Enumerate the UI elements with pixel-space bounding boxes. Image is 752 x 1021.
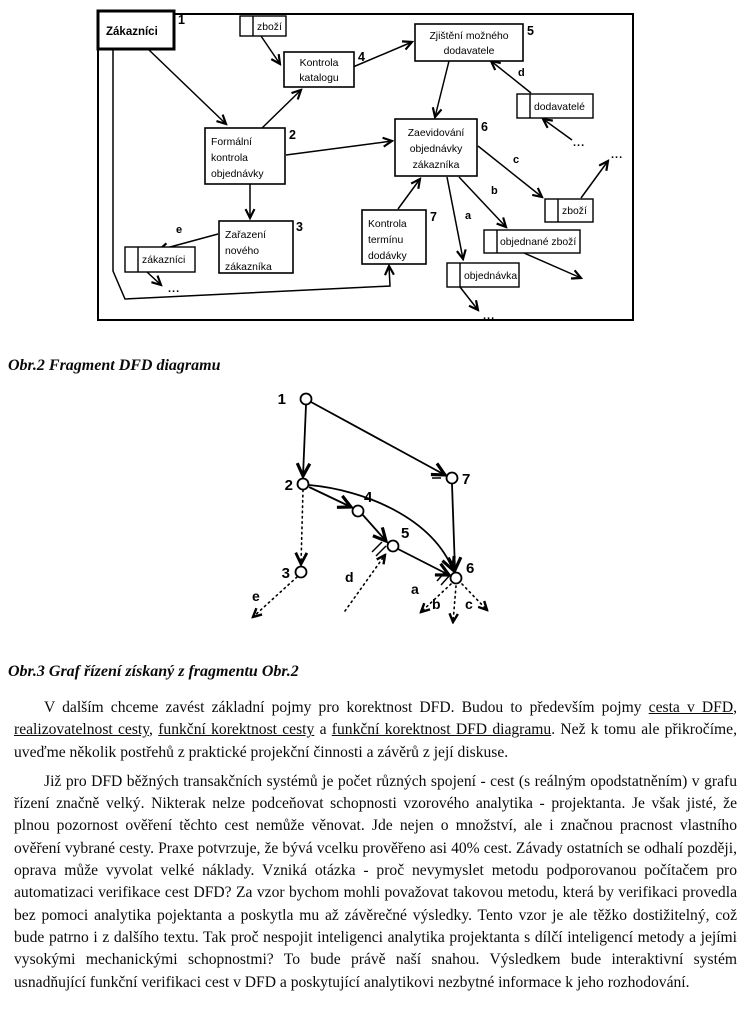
node-1-label: 1 <box>277 391 286 408</box>
process-6-line1: Zaevidování <box>407 128 465 139</box>
node-4 <box>353 506 364 517</box>
flow-c-p6-to-zbozi <box>478 146 542 197</box>
process-4-line2: katalogu <box>299 73 339 84</box>
process-5-number: 5 <box>527 24 534 38</box>
store-dodavatele-label: dodavatelé <box>534 102 585 113</box>
entity-zakaznici-label: Zákazníci <box>106 26 158 38</box>
edge-2-3 <box>301 490 303 564</box>
node-2 <box>298 479 309 490</box>
process-3-line3: zákazníka <box>225 262 272 273</box>
node-3-label: 3 <box>281 565 290 582</box>
node-3 <box>296 567 307 578</box>
edge-b <box>453 586 456 622</box>
store-zbozi-top <box>240 16 286 36</box>
graph-label-b: b <box>432 596 441 612</box>
store-zbozi-right-label: zboží <box>562 206 587 217</box>
process-2-number: 2 <box>289 128 296 142</box>
process-3-line1: Zařazení <box>225 230 267 241</box>
node-5 <box>388 541 399 552</box>
flow-objednane-out <box>524 253 581 278</box>
process-6-number: 6 <box>481 120 488 134</box>
figure3-caption: Obr.3 Graf řízení získaný z fragmentu Obr.2 <box>8 663 299 680</box>
store-dodavatele <box>517 94 593 118</box>
store-zbozi-right <box>545 199 593 222</box>
node-6 <box>451 573 462 584</box>
flow-p5-to-p6 <box>435 61 449 117</box>
flow-p2-to-p6 <box>286 141 392 155</box>
process-2-line3: objednávky <box>211 169 264 180</box>
ellipsis-dodavatele: ... <box>573 137 586 149</box>
process-4-line1: Kontrola <box>299 58 339 69</box>
store-objednane-zbozi-label: objednané zboží <box>500 237 577 248</box>
tick-node6-a <box>437 571 446 581</box>
process-5-line1: Zjištění možného <box>429 31 509 42</box>
edge-5-6 <box>398 549 449 575</box>
node-7-label: 7 <box>462 471 471 488</box>
edge-1-2 <box>303 405 306 476</box>
process-2-line1: Formální <box>211 137 252 148</box>
node-5-label: 5 <box>401 525 410 542</box>
flow-objednavka-out <box>460 287 478 310</box>
graph-label-d: d <box>345 569 354 585</box>
store-objednavka-label: objednávka <box>464 271 518 282</box>
graph-label-a: a <box>411 581 419 597</box>
diagram-frame <box>98 14 633 320</box>
flow-p7-to-p6 <box>398 179 420 209</box>
edge-7-6 <box>452 484 455 570</box>
edge-4-5 <box>362 514 386 541</box>
graph-label-c: c <box>465 596 473 612</box>
process-7-number: 7 <box>430 210 437 224</box>
paragraph-1: V dalším chceme zavést základní pojmy pro korektnost DFD. Budou to především pojmy cesta v DFD, realizovatelnost cesty, funkční korektnost cesty a funkční korektnost DFD diagramu. Než k tomu ale přikročíme, uveďme několik postřehů z praktické projekční činnosti a závěrů z její diskuse. <box>14 699 737 761</box>
flow-label-a: a <box>465 210 472 222</box>
store-objednavka <box>447 263 519 287</box>
flow-store-zbozi-to-p4 <box>261 36 280 64</box>
flow-zakaznici-out <box>147 272 161 285</box>
node-6-label: 6 <box>466 560 475 577</box>
node-1 <box>301 394 312 405</box>
store-zakaznici <box>125 247 195 272</box>
process-3-line2: nového <box>225 246 260 257</box>
process-6-line3: zákazníka <box>412 160 460 171</box>
store-objednane-zbozi <box>484 230 580 253</box>
process-2-line2: kontrola <box>211 153 248 164</box>
entity-number: 1 <box>178 13 185 27</box>
flow-label-d: d <box>518 67 525 79</box>
process-4-number: 4 <box>358 50 365 64</box>
body-text <box>14 697 737 1001</box>
flow-zbozi-right-out <box>581 161 608 198</box>
process-5-line2: dodavatele <box>443 46 495 57</box>
graph-label-e: e <box>252 588 260 604</box>
ellipsis-zbozi-right: ... <box>611 149 624 161</box>
flow-p2-to-p4 <box>262 90 301 128</box>
process-6-line2: objednávky <box>409 144 463 155</box>
node-7 <box>447 473 458 484</box>
store-zakaznici-label: zákazníci <box>142 255 186 266</box>
flow-ext-to-dodavatele <box>543 119 572 140</box>
process-7-line2: termínu <box>368 235 404 246</box>
flow-label-c: c <box>513 154 520 166</box>
ellipsis-zakaznici: ... <box>168 283 181 295</box>
flow-d-dodavatele-to-p5 <box>491 61 531 93</box>
tick-node6-b <box>441 575 450 585</box>
figure2-caption: Obr.2 Fragment DFD diagramu <box>8 357 221 374</box>
flow-a-p6-to-objednavka <box>447 177 463 259</box>
flow-customer-to-p2 <box>148 49 226 124</box>
node-4-label: 4 <box>364 489 373 506</box>
edge-1-7 <box>311 402 445 475</box>
dfd-diagram <box>0 0 752 348</box>
node-2-label: 2 <box>284 477 293 494</box>
flow-label-b: b <box>491 185 498 197</box>
process-3-number: 3 <box>296 220 303 234</box>
paragraph-2: Již pro DFD běžných transakčních systémů je počet různých spojení - cest (s reálným opodstatněním) v grafu řízení značně velký. Nikterak nelze podceňovat schopnosti vzorového analytika - projektanta. Je však jisté, že plnou pozornost ověření těchto cest nemůže věnovat. Jde nejen o množství, ale i značnou pracnost vlastního ověření vybrané cesty. Praxe potvrzuje, že bývá vcelku prověřeno asi 40% cest. Závady ostatních se odhalí později, oprava může vyvolat velké náklady. Vzniká otázka - proč nevymyslet metodu podporovanou počítačem pro automatizaci verifikace cest DFD? Za vzor bychom mohli považovat takovou metodu, která by verifikaci provedla bez pomoci analytika pojektanta a poskytla mu až závěrečné výsledky. Tento vzor je ale těžko dostižitelný, což bude patrno i z dalšího textu. Tak proč nespojit inteligenci analytika projektanta s dílčí inteligencí metody a jejími vysokými mechanickými schopnostmi? To bude právě naší snahou. Výsledkem bude interaktivní systém usnadňující funkční verifikaci cest v DFD a poskytující analytikovi nezbytné informace k jeho rozhodování. <box>14 772 737 991</box>
ellipsis-objednavka: ... <box>483 310 496 322</box>
process-7-line3: dodávky <box>368 251 407 262</box>
control-graph <box>0 380 752 642</box>
process-7-line1: Kontrola <box>368 219 407 230</box>
flow-label-e: e <box>176 224 183 236</box>
store-zbozi-top-label: zboží <box>257 22 282 33</box>
